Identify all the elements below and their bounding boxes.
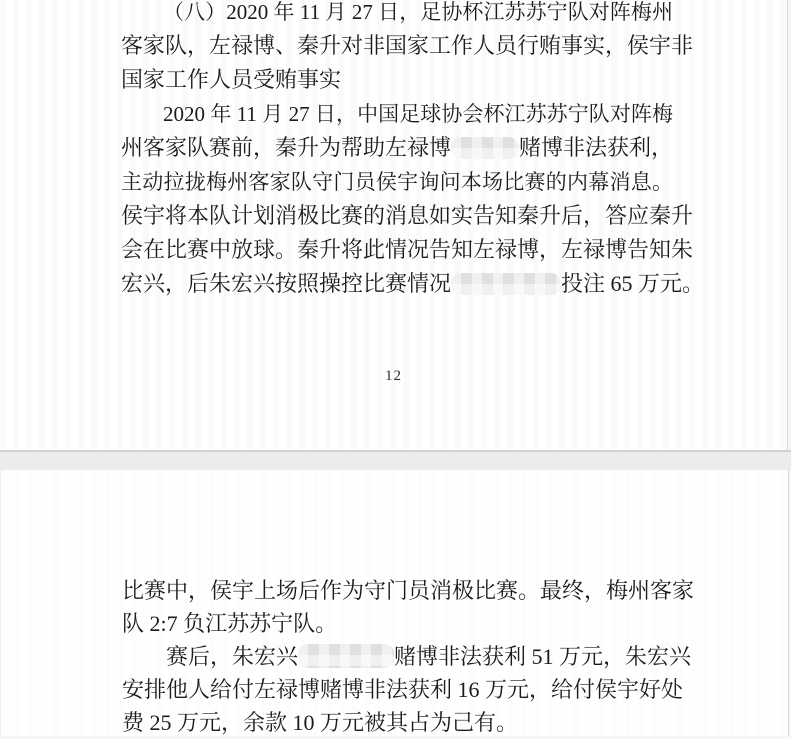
redaction-mosaic [451, 137, 519, 159]
text-line [122, 640, 692, 673]
text-segment: 会在比赛中放球。秦升将此情况告知左禄博，左禄博告知朱 [121, 237, 694, 262]
text-segment: 队 2:7 负江苏苏宁队。 [122, 611, 338, 636]
text-line [122, 673, 684, 706]
text-line [121, 29, 694, 63]
page-separator [0, 450, 791, 470]
text-line [121, 165, 673, 199]
text-line [121, 0, 673, 29]
text-segment: （八）2020 年 11 月 27 日，足协杯江苏苏宁队对阵梅州 [163, 0, 673, 24]
text-line [122, 706, 674, 739]
page-12-text-block [121, 0, 705, 301]
redaction-mosaic [298, 644, 394, 668]
text-line [121, 131, 673, 165]
redaction-mosaic [451, 273, 561, 295]
document-page-13 [0, 470, 789, 736]
text-segment: 主动拉拢梅州客家队守门员侯宇询问本场比赛的内幕消息。 [121, 170, 673, 194]
text-segment: 客家队，左禄博、秦升对非国家工作人员行贿事实，侯宇非 [121, 33, 694, 58]
text-segment: 州客家队赛前，秦升为帮助左禄博 [121, 135, 452, 160]
text-segment: 安排他人给付左禄博赌博非法获利 16 万元，给付侯宇好处 [122, 677, 684, 702]
text-line [122, 574, 695, 607]
text-segment: 赌博非法获利， [519, 135, 674, 160]
text-segment: 费 25 万元，余款 10 万元被其占为己有。 [122, 710, 519, 735]
text-segment: 投注 65 万元。 [561, 271, 705, 296]
text-segment: 比赛中，侯宇上场后作为守门员消极比赛。最终，梅州客家 [122, 578, 695, 603]
text-segment: 侯宇将本队计划消极比赛的消息如实告知秦升后，答应秦升 [121, 203, 694, 228]
text-segment: 2020 年 11 月 27 日，中国足球协会杯江苏苏宁队对阵梅 [163, 102, 673, 126]
page-13-text-block [122, 574, 695, 739]
text-segment: 赌博非法获利 51 万元，朱宏兴 [394, 644, 692, 669]
text-line [122, 607, 674, 640]
text-segment: 国家工作人员受贿事实 [121, 67, 342, 92]
text-line [121, 63, 673, 97]
text-line [121, 233, 694, 267]
text-line [121, 267, 705, 301]
text-line [121, 199, 694, 233]
page-number: 12 [385, 368, 402, 384]
text-segment: 宏兴，后朱宏兴按照操控比赛情况 [121, 271, 452, 296]
text-line [121, 97, 673, 131]
text-segment: 赛后，朱宏兴 [166, 644, 299, 669]
